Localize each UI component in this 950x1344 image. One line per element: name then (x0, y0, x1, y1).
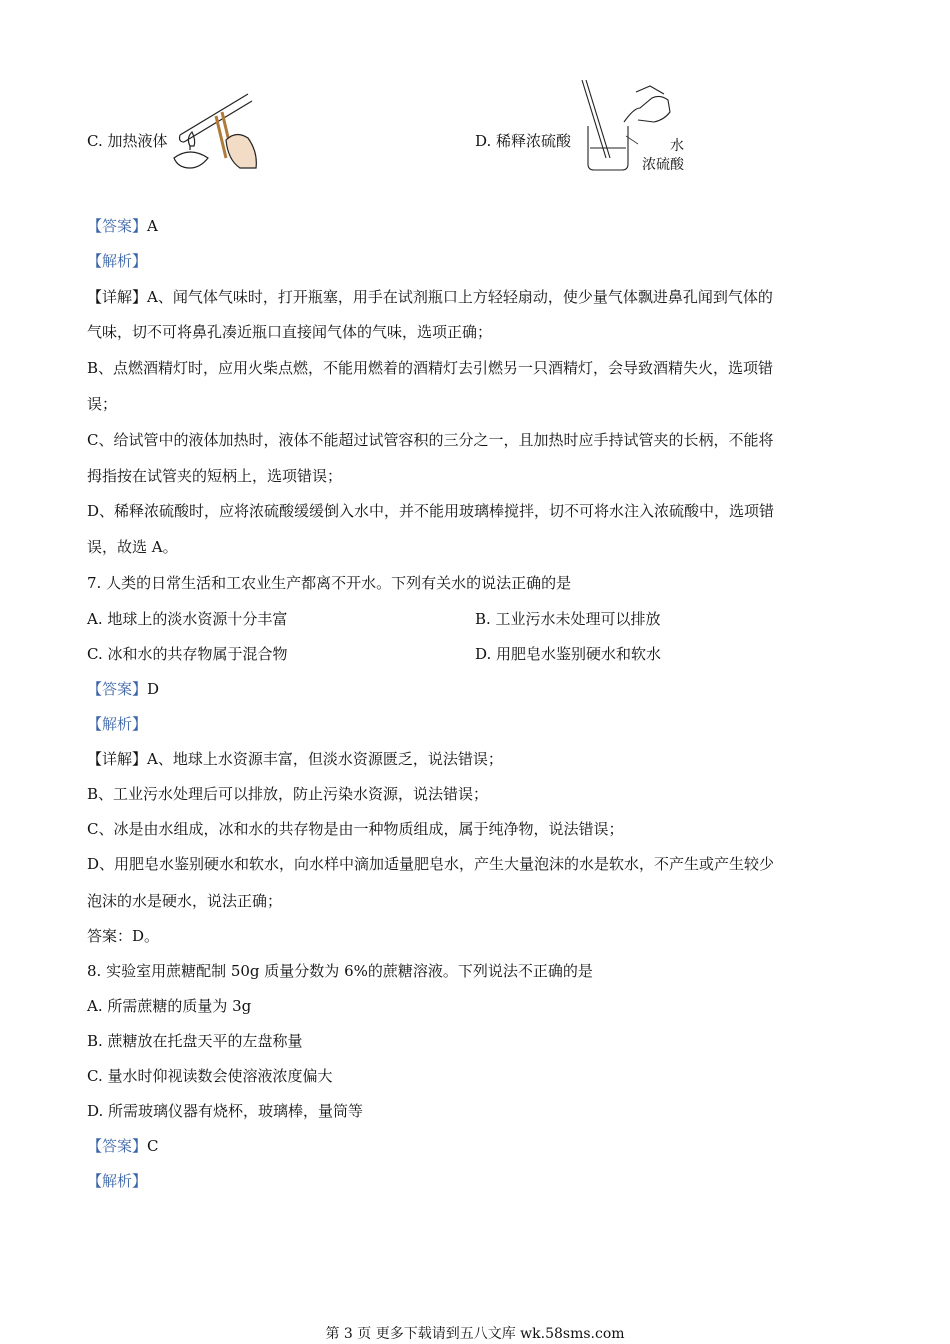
q7-option-b: B. 工业污水未处理可以排放 (475, 610, 661, 628)
detail-tag: 【详解】 (87, 288, 148, 306)
q6-detail-c2: 拇指按在试管夹的短柄上，选项错误； (87, 467, 343, 485)
q7-detail-c: C、冰是由水组成，冰和水的共存物是由一种物质组成，属于纯净物，说法错误； (87, 820, 624, 838)
q6-detail-c1: C、给试管中的液体加热时，液体不能超过试管容积的三分之一，且加热时应手持试管夹的长柄，不能将 (87, 431, 774, 449)
detail-text: A、闻气体气味时，打开瓶塞，用手在试剂瓶口上方轻轻扇动，使少量气体飘进鼻孔闻到气体的 (147, 288, 773, 306)
answer-tag: 【答案】 (87, 217, 148, 235)
heating-liquid-figure (170, 80, 265, 175)
q6-detail-d1: D、稀释浓硫酸时，应将浓硫酸缓缓倒入水中，并不能用玻璃棒搅拌，切不可将水注入浓硫酸中，选项错 (87, 502, 775, 520)
detail-tag: 【详解】 (87, 750, 148, 768)
q6-detail-a2: 气味，切不可将鼻孔凑近瓶口直接闻气体的气味，选项正确； (87, 323, 493, 341)
q7-detail-d1: D、用肥皂水鉴别硬水和软水，向水样中滴加适量肥皂水，产生大量泡沫的水是软水，不产生或产生较少 (87, 855, 775, 873)
q7-option-c: C. 冰和水的共存物属于混合物 (87, 645, 288, 663)
q7-option-a: A. 地球上的淡水资源十分丰富 (87, 610, 288, 628)
q6-option-c: C. 加热液体 (87, 132, 168, 150)
q8-option-b: B. 蔗糖放在托盘天平的左盘称量 (87, 1032, 303, 1050)
answer-value: A (147, 217, 158, 235)
fig-d-label-water: 水 (670, 138, 684, 154)
detail-text: A、地球上水资源丰富，但淡水资源匮乏，说法错误； (147, 750, 503, 768)
q7-detail-d2: 泡沫的水是硬水，说法正确； (87, 892, 283, 910)
q7-analysis-tag: 【解析】 (87, 715, 148, 733)
answer-tag: 【答案】 (87, 1137, 148, 1155)
page-footer: 第 3 页 更多下载请到五八文库 wk.58sms.com (325, 1326, 625, 1342)
q7-option-d: D. 用肥皂水鉴别硬水和软水 (475, 645, 662, 663)
q8-option-d: D. 所需玻璃仪器有烧杯，玻璃棒，量筒等 (87, 1102, 364, 1120)
q8-option-c: C. 量水时仰视读数会使溶液浓度偏大 (87, 1067, 333, 1085)
q6-detail-b2: 误； (87, 395, 118, 413)
q6-detail-b1: B、点燃酒精灯时，应用火柴点燃，不能用燃着的酒精灯去引燃另一只酒精灯，会导致酒精失火，选项错 (87, 359, 774, 377)
q7-detail-b: B、工业污水处理后可以排放，防止污染水资源，说法错误； (87, 785, 489, 803)
answer-value: D (147, 680, 160, 698)
q8-stem: 8. 实验室用蔗糖配制 50g 质量分数为 6%的蔗糖溶液。下列说法不正确的是 (87, 962, 593, 980)
q7-answer (87, 679, 159, 699)
q7-detail-a (87, 749, 503, 769)
q8-answer (87, 1136, 159, 1156)
q7-conclusion: 答案：D。 (87, 927, 160, 945)
q6-option-d: D. 稀释浓硫酸 (475, 132, 572, 150)
q6-detail-d2: 误，故选 A。 (87, 538, 178, 556)
answer-value: C (147, 1137, 159, 1155)
q7-stem: 7. 人类的日常生活和工农业生产都离不开水。下列有关水的说法正确的是 (87, 574, 572, 592)
q6-detail-a1 (87, 287, 773, 307)
q8-option-a: A. 所需蔗糖的质量为 3g (87, 997, 252, 1015)
q6-answer (87, 216, 158, 236)
q6-analysis-tag: 【解析】 (87, 252, 148, 270)
answer-tag: 【答案】 (87, 680, 148, 698)
fig-d-label-acid: 浓硫酸 (642, 157, 684, 173)
q8-analysis-tag: 【解析】 (87, 1172, 148, 1190)
